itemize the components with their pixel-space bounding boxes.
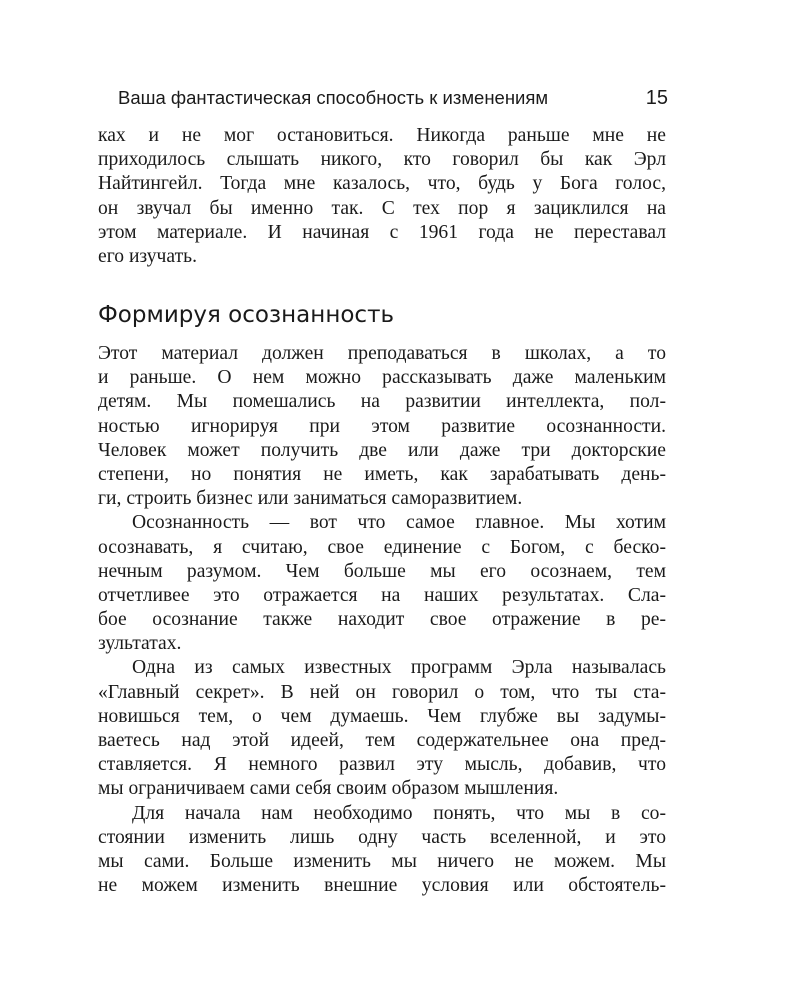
text-line: этом материале. И начиная с 1961 года не переставал <box>98 221 666 243</box>
text-line: новишься тем, о чем думаешь. Чем глубже вы задумы- <box>98 705 666 727</box>
text-line: ностью игнорируя при этом развитие осознанности. <box>98 415 666 437</box>
text-line: Этот материал должен преподаваться в школах, а то <box>98 343 666 364</box>
text-line: Найтингейл. Тогда мне казалось, что, будь у Бога голос, <box>98 173 666 195</box>
text-line: ваетесь над этой идеей, тем содержательнее она пред- <box>98 730 666 751</box>
text-line: и раньше. О нем можно рассказывать даже маленьким <box>98 367 666 389</box>
paragraph <box>98 342 666 511</box>
text-line: Осознанность — вот что самое главное. Мы хотим <box>132 512 666 534</box>
section-body <box>98 342 666 898</box>
text-line: не можем изменить внешние условия или обстоятель- <box>98 875 666 897</box>
running-head <box>118 86 668 110</box>
text-line: ставляется. Я немного развил эту мысль, добавив, что <box>98 754 666 776</box>
text-line: ках и не мог остановиться. Никогда раньше мне не <box>98 125 666 146</box>
text-line: детям. Мы помешались на развитии интеллекта, пол- <box>98 391 666 413</box>
text-line: отчетливее это отражается на наших результатах. Сла- <box>98 584 666 606</box>
text-line: мы ограничиваем сами себя своим образом мышления. <box>98 778 559 800</box>
paragraph <box>98 656 666 801</box>
text-line: ги, строить бизнес или заниматься саморазвитием. <box>98 488 523 510</box>
text-line: «Главный секрет». В ней он говорил о том, что ты ста- <box>98 681 666 703</box>
text-line: его изучать. <box>98 245 197 267</box>
text-line: зультатах. <box>98 633 182 655</box>
text-line: он звучал бы именно так. С тех пор я зациклился на <box>98 197 666 219</box>
running-head-title: Ваша фантастическая способность к изменениям <box>118 87 549 108</box>
text-line: мы сами. Больше изменить мы ничего не можем. Мы <box>98 850 666 872</box>
text-line: Одна из самых известных программ Эрла называлась <box>132 657 666 679</box>
text-line: нечным разумом. Чем больше мы его осознаем, тем <box>98 560 666 582</box>
text-line: Человек может получить две или даже три докторские <box>98 439 666 461</box>
paragraph <box>98 511 666 656</box>
continuation-paragraph <box>98 124 666 269</box>
text-line: Для начала нам необходимо понять, что мы в со- <box>132 802 666 824</box>
text-line: стоянии изменить лишь одну часть вселенной, и это <box>98 826 666 848</box>
text-line: бое осознание также находит свое отражение в ре- <box>98 609 666 631</box>
text-line: степени, но понятия не иметь, как зарабатывать день- <box>98 463 666 485</box>
text-line: приходилось слышать никого, кто говорил бы как Эрл <box>98 149 666 171</box>
paragraph <box>98 802 666 899</box>
section-heading: Формируя осознанность <box>98 302 395 328</box>
page-number: 15 <box>645 87 668 109</box>
text-line: осознавать, я считаю, свое единение с Богом, с беско- <box>98 536 666 558</box>
